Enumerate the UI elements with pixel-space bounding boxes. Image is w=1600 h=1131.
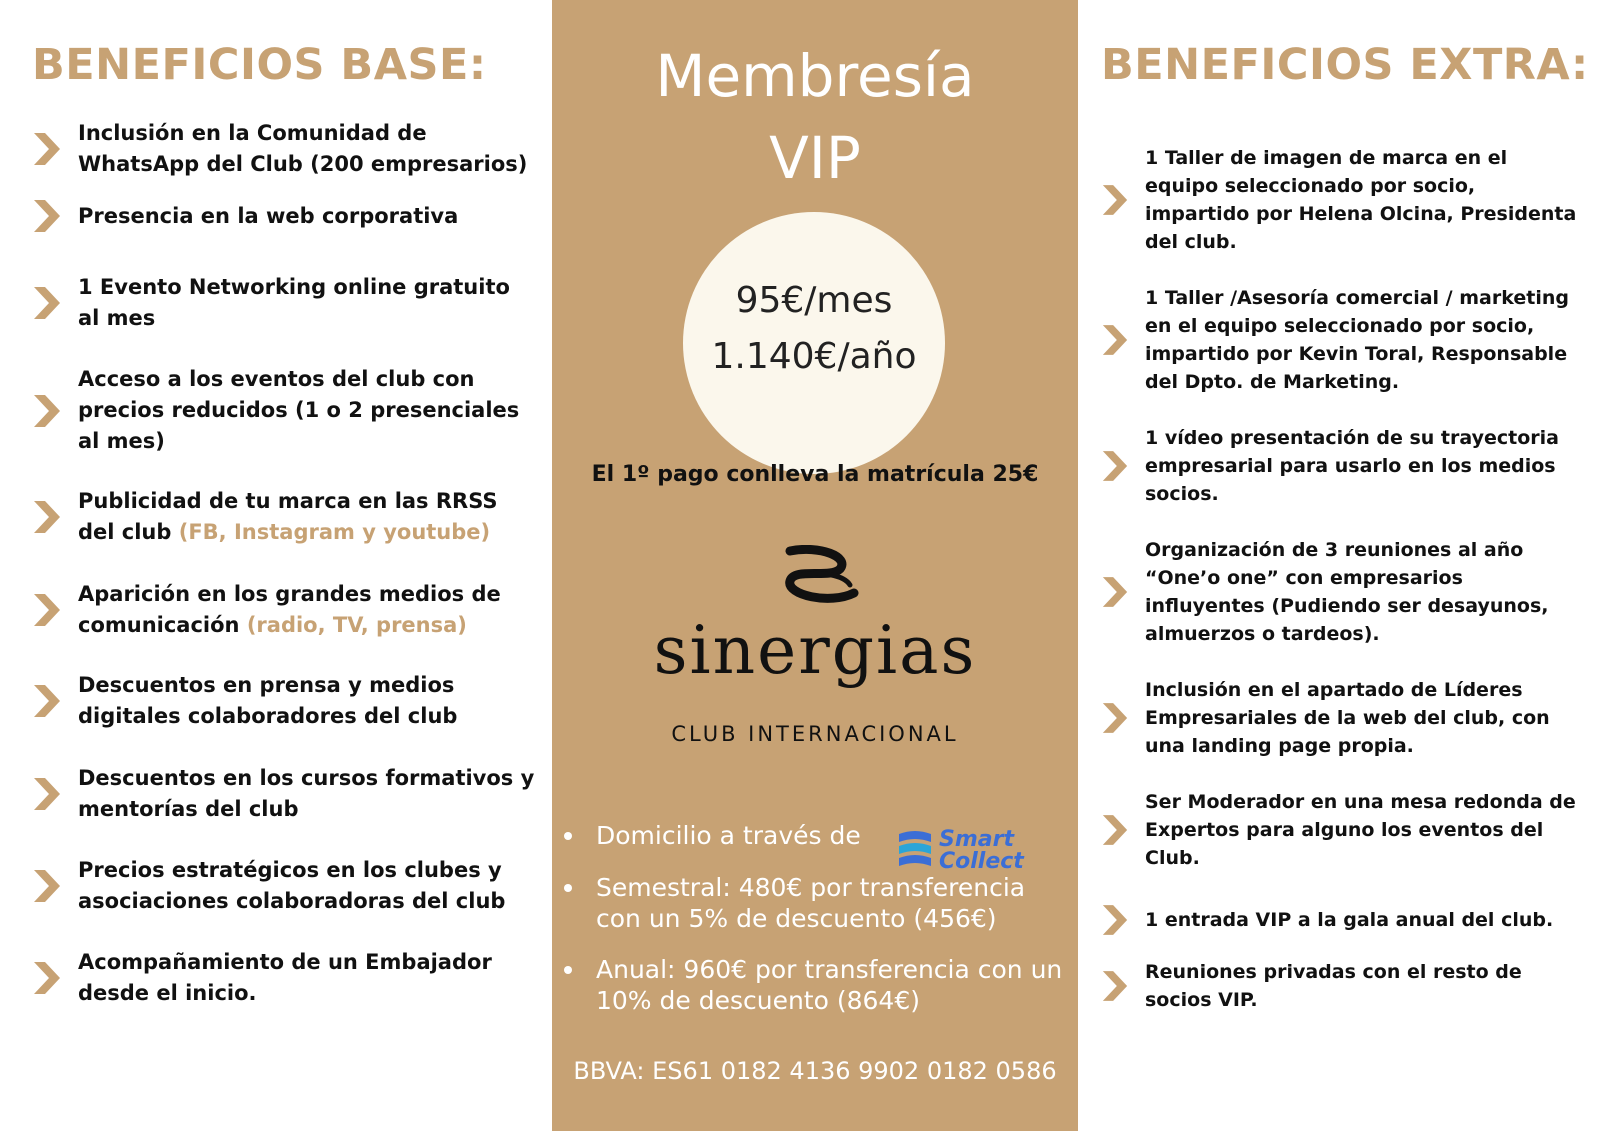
base-benefits-column <box>0 0 552 1131</box>
extra-benefits-column <box>1078 0 1600 1131</box>
benefit-text: Precios estratégicos en los clubes y asociaciones colaboradoras del club <box>78 858 506 913</box>
sinergias-logo-wordmark: sinergias <box>653 612 977 689</box>
benefit-text: Inclusión en el apartado de Líderes Empresariales de la web del club, con una landing page propia. <box>1145 679 1550 757</box>
base-benefit-item <box>32 198 552 234</box>
extra-benefit-item <box>1101 424 1600 508</box>
chevron-right-icon <box>1101 323 1129 357</box>
bank-account: BBVA: ES61 0182 4136 9902 0182 0586 <box>573 1057 1057 1085</box>
benefit-text: 1 Taller de imagen de marca en el equipo seleccionado por socio, impartido por Helena Olcina, Presidenta del club. <box>1145 147 1577 253</box>
extra-benefit-item <box>1101 958 1600 1014</box>
smartcollect-logo <box>895 828 1024 874</box>
bullet-icon <box>564 966 572 974</box>
base-benefit-item <box>32 118 552 180</box>
chevron-right-icon <box>1101 813 1129 847</box>
smartcollect-logo-icon <box>895 828 935 874</box>
base-benefit-item <box>32 855 552 917</box>
benefit-text: Descuentos en los cursos formativos y mentorías del club <box>78 766 535 821</box>
chevron-right-icon <box>1101 183 1129 217</box>
chevron-right-icon <box>1101 903 1129 937</box>
base-benefit-item <box>32 579 552 641</box>
chevron-right-icon <box>32 868 62 904</box>
bullet-icon <box>564 832 572 840</box>
enrollment-fee-note: El 1º pago conlleva la matrícula 25€ <box>591 462 1039 487</box>
membership-panel <box>552 0 1078 1131</box>
base-benefit-item <box>32 670 552 732</box>
benefit-text: 1 vídeo presentación de su trayectoria empresarial para usarlo en los medios socios. <box>1145 427 1559 505</box>
benefit-text: Inclusión en la Comunidad de WhatsApp del Club (200 empresarios) <box>78 121 528 176</box>
benefit-highlight: (FB, Instagram y youtube) <box>178 520 491 544</box>
chevron-right-icon <box>32 198 62 234</box>
benefit-text: Aparición en los grandes medios de comunicación (radio, TV, prensa) <box>78 582 501 637</box>
benefit-text: Reuniones privadas con el resto de socios VIP. <box>1145 961 1522 1011</box>
chevron-right-icon <box>1101 575 1129 609</box>
price-yearly: 1.140€/año <box>711 336 917 377</box>
extra-benefit-item <box>1101 536 1600 648</box>
benefit-text: Presencia en la web corporativa <box>78 203 459 228</box>
payment-text: Domicilio a través de <box>596 821 861 850</box>
chevron-right-icon <box>32 393 62 429</box>
benefit-text: Ser Moderador en una mesa redonda de Expertos para alguno los eventos del Club. <box>1145 791 1576 869</box>
smartcollect-wordmark: Smart Collect <box>939 827 1024 874</box>
price-monthly: 95€/mes <box>735 280 893 321</box>
chevron-right-icon <box>32 592 62 628</box>
benefit-text: Descuentos en prensa y medios digitales colaboradores del club <box>78 673 458 728</box>
benefit-text: Organización de 3 reuniones al año “One’o one” con empresarios influyentes (Pudiendo ser desayunos, almuerzos o tardeos). <box>1145 539 1549 645</box>
club-internacional-label: CLUB INTERNACIONAL <box>671 722 959 746</box>
chevron-right-icon <box>32 960 62 996</box>
benefit-text: Acceso a los eventos del club con precios reducidos (1 o 2 presenciales al mes) <box>78 367 520 453</box>
base-benefit-item <box>32 272 552 334</box>
base-benefit-item <box>32 486 552 548</box>
payment-option <box>564 954 1066 1016</box>
extra-benefit-item <box>1101 284 1600 396</box>
membership-subtitle: VIP <box>769 124 861 192</box>
chevron-right-icon <box>32 285 62 321</box>
chevron-right-icon <box>1101 449 1129 483</box>
sinergias-logo-mark-icon <box>780 545 862 607</box>
benefit-highlight: (radio, TV, prensa) <box>246 613 467 637</box>
payment-option <box>564 820 861 851</box>
bullet-icon <box>564 884 572 892</box>
chevron-right-icon <box>32 131 62 167</box>
price-circle <box>683 212 945 474</box>
extra-benefit-item <box>1101 903 1600 937</box>
base-benefit-item <box>32 364 552 457</box>
chevron-right-icon <box>32 683 62 719</box>
benefit-text: 1 Taller /Asesoría comercial / marketing en el equipo seleccionado por socio, impartido por Kevin Toral, Responsable del Dpto. de Marketing. <box>1145 287 1569 393</box>
extra-benefit-item <box>1101 676 1600 760</box>
base-benefit-item <box>32 947 552 1009</box>
base-benefit-item <box>32 763 552 825</box>
benefit-text: 1 entrada VIP a la gala anual del club. <box>1145 909 1554 931</box>
extra-benefits-heading: BENEFICIOS EXTRA: <box>1101 40 1589 90</box>
payment-text: Anual: 960€ por transferencia con un 10% de descuento (864€) <box>596 955 1063 1015</box>
chevron-right-icon <box>32 776 62 812</box>
payment-text: Semestral: 480€ por transferencia con un 5% de descuento (456€) <box>596 873 1026 933</box>
benefit-text: Publicidad de tu marca en las RRSS del club (FB, Instagram y youtube) <box>78 489 498 544</box>
payment-option <box>564 872 1066 934</box>
membership-title: Membresía <box>655 42 975 110</box>
benefit-text: Acompañamiento de un Embajador desde el inicio. <box>78 950 492 1005</box>
chevron-right-icon <box>32 499 62 535</box>
benefit-text: 1 Evento Networking online gratuito al mes <box>78 275 510 330</box>
extra-benefit-item <box>1101 144 1600 256</box>
chevron-right-icon <box>1101 701 1129 735</box>
base-benefits-heading: BENEFICIOS BASE: <box>32 40 487 90</box>
extra-benefit-item <box>1101 788 1600 872</box>
chevron-right-icon <box>1101 969 1129 1003</box>
